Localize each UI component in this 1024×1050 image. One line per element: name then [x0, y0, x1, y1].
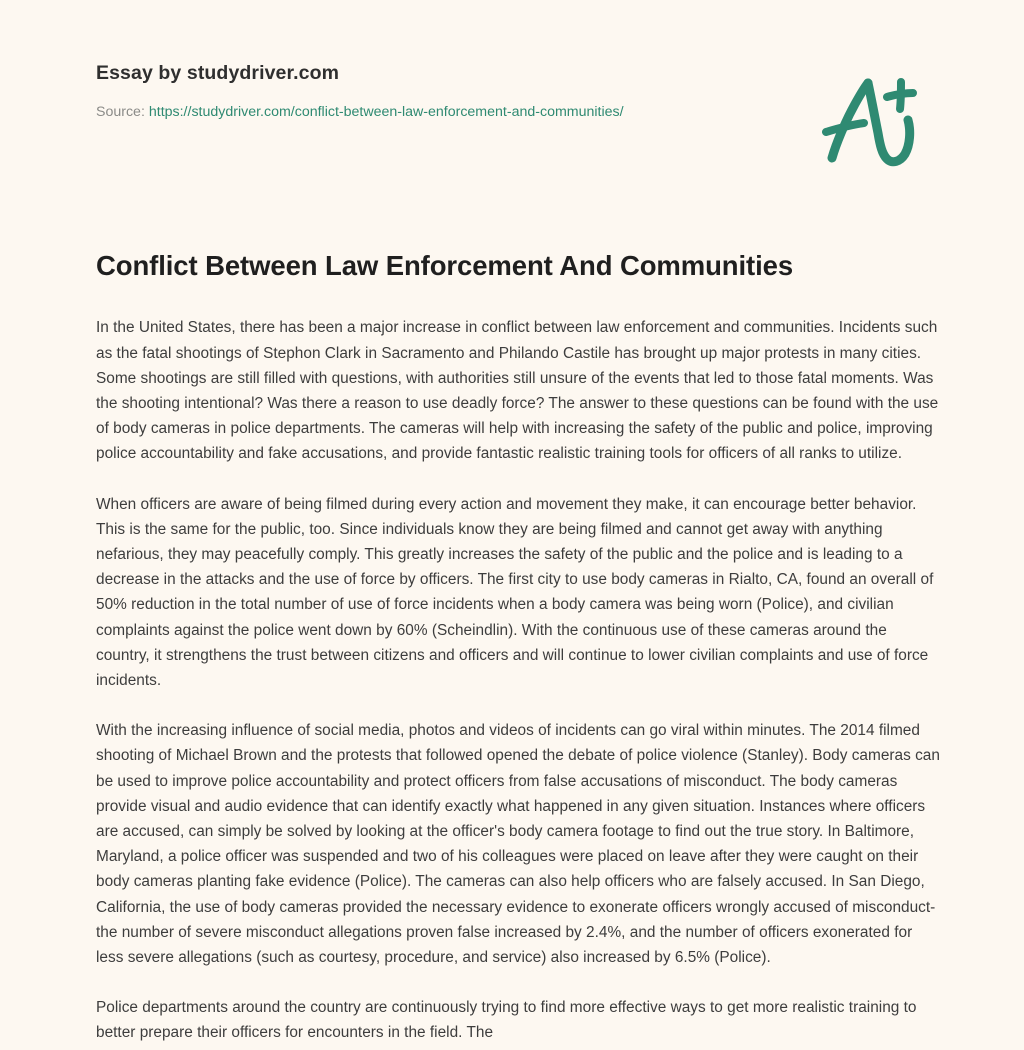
- a-plus-logo: [812, 66, 924, 170]
- source-url-link[interactable]: https://studydriver.com/conflict-between-law-enforcement-and-communities/: [148, 104, 624, 121]
- article-paragraph: In the United States, there has been a major increase in conflict between law enforcement and communities. Incidents such as the fatal shootings of Stephon Clark in Sacramento and Philando Castile has brought up major protests in many cities. Some shootings are still filled with questions, with authorities still unsure of the events that led to those fatal moments. Was the shooting intentional? Was there a reason to use deadly force? The answer to these questions can be found with the use of body cameras in police departments. The cameras will help with increasing the safety of the public and police, improving police accountability and fake accusations, and provide fantastic realistic training tools for officers of all ranks to utilize.: [96, 319, 939, 463]
- source-line: [96, 103, 796, 121]
- article-paragraph: With the increasing influence of social media, photos and videos of incidents can go viral within minutes. The 2014 filmed shooting of Michael Brown and the protests that followed opened the debate of police violence (Stanley). Body cameras can be used to improve police accountability and protect officers from false accusations of misconduct. The body cameras provide visual and audio evidence that can identify exactly what happened in any given situation. Instances where officers are accused, can simply be solved by looking at the officer's body camera footage to find out the true story. In Baltimore, Maryland, a police officer was suspended and two of his colleagues were placed on leave after they were caught on their body cameras planting fake evidence (Police). The cameras can also help officers who are falsely accused. In San Diego, California, the use of body cameras provided the necessary evidence to exonerate officers wrongly accused of misconduct- the number of severe misconduct allegations proven false increased by 2.4%, and the number of officers exonerated for less severe allegations (such as courtesy, procedure, and service) also increased by 6.5% (Police).: [96, 722, 940, 967]
- article-paragraph: When officers are aware of being filmed during every action and movement they make, it can encourage better behavior. This is the same for the public, too. Since individuals know they are being filmed and cannot get away with anything nefarious, they may peacefully comply. This greatly increases the safety of the public and the police and is leading to a decrease in the attacks and the use of force by officers. The first city to use body cameras in Rialto, CA, found an overall of 50% reduction in the total number of use of force incidents when a body camera was being worn (Police), and civilian complaints against the police went down by 60% (Scheindlin). With the continuous use of these cameras around the country, it strengthens the trust between citizens and officers and will continue to lower civilian complaints and use of force incidents.: [96, 495, 934, 690]
- source-label: Source:: [96, 104, 145, 121]
- article-title: Conflict Between Law Enforcement And Communities: [96, 250, 794, 281]
- document-header: [0, 0, 1024, 185]
- brand-block: [96, 62, 796, 122]
- article-body: [96, 315, 942, 1045]
- article-paragraph: Police departments around the country are continuously trying to find more effective ways to get more realistic training to better prepare their officers for encounters in the field. The: [96, 999, 917, 1042]
- brand-title: Essay by studydriver.com: [96, 62, 340, 84]
- a-plus-logo-icon: [812, 66, 924, 170]
- article: [96, 249, 942, 1046]
